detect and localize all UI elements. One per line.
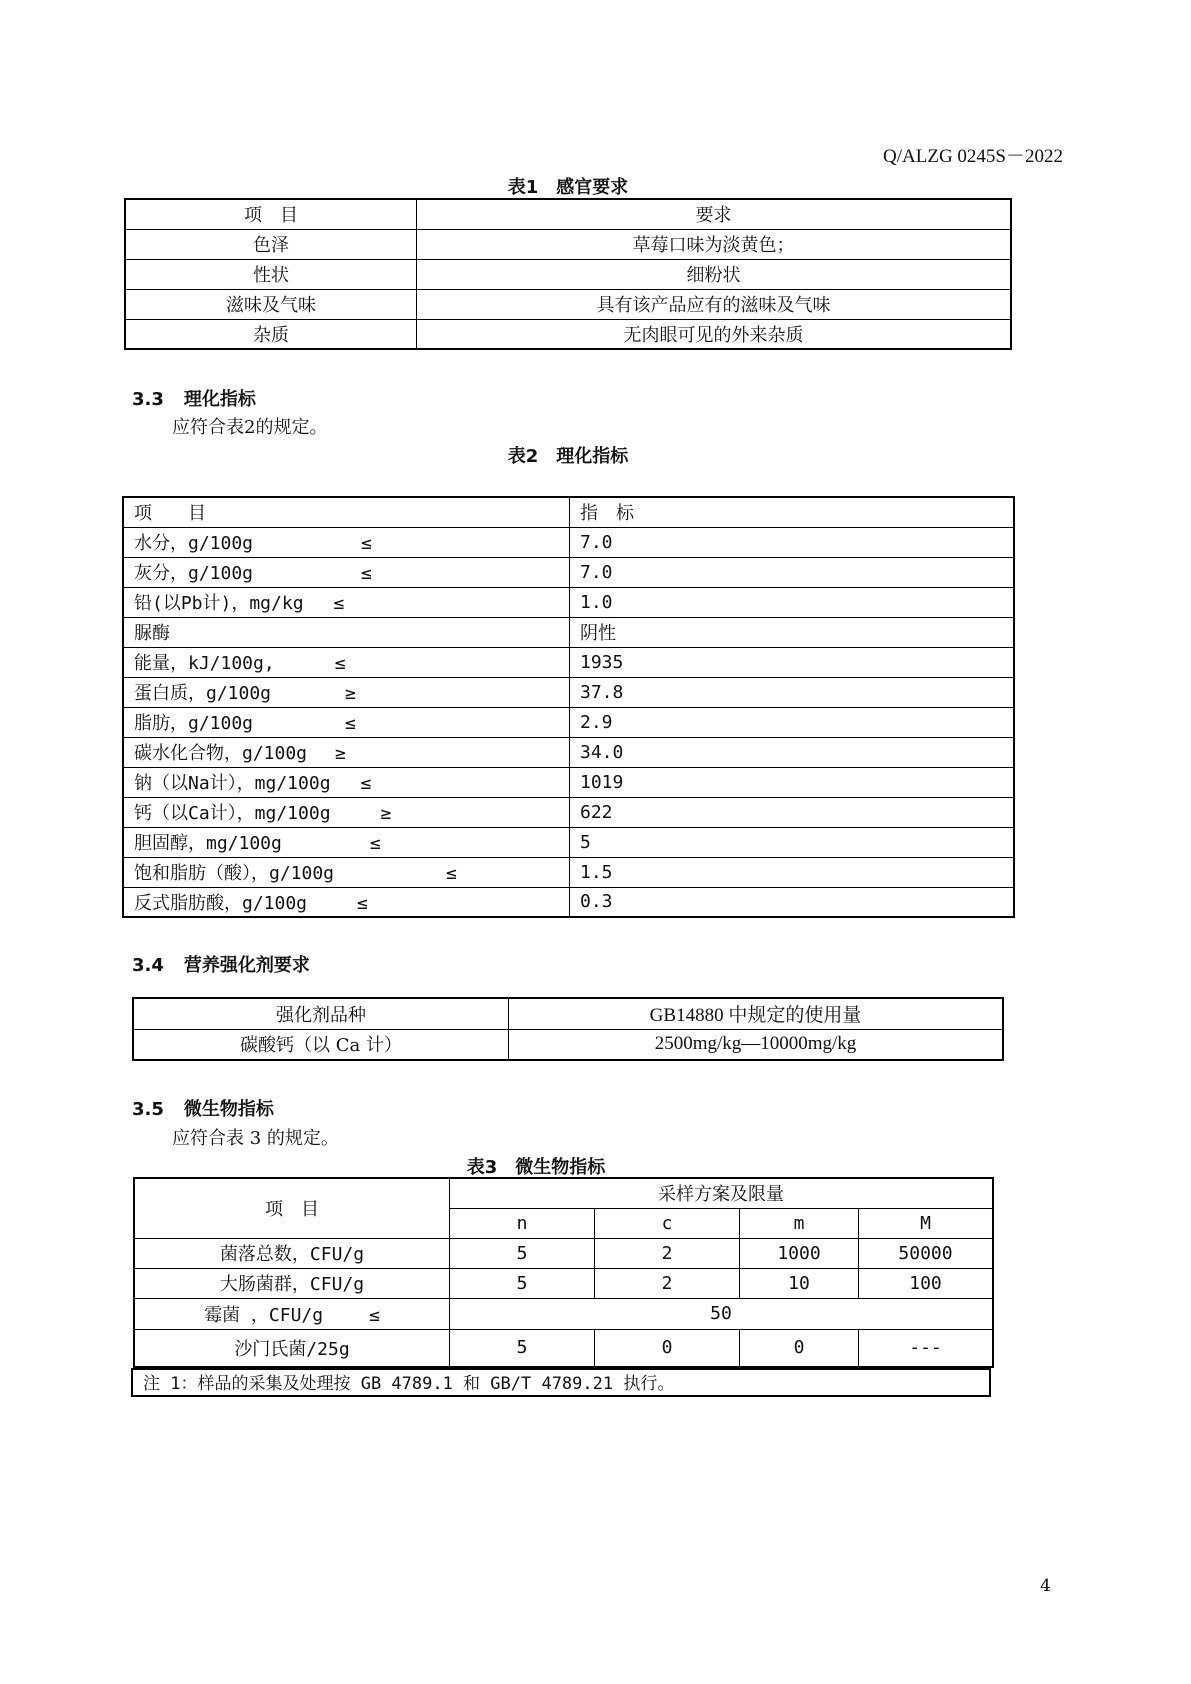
table2-value-cell: 1935 <box>570 647 1015 677</box>
section-number: 3.5 <box>132 1099 164 1120</box>
table3-head-m: m <box>740 1208 859 1238</box>
comparison-symbol: ≤ <box>369 833 381 854</box>
fortifier-dosage-cell: 2500mg/kg—10000mg/kg <box>509 1029 1004 1060</box>
table-row <box>125 259 1011 289</box>
table2-item-cell <box>123 827 570 857</box>
table1-cell: 具有该产品应有的滋味及气味 <box>417 289 1012 319</box>
section-3-4-heading <box>132 951 310 977</box>
comparison-symbol: ≤ <box>361 533 372 554</box>
table-row <box>123 677 1014 707</box>
fortifier-header-row <box>133 998 1003 1029</box>
item-label: 脲酶 <box>134 623 170 644</box>
table1-head-requirement: 要求 <box>417 199 1012 229</box>
table2-item-cell <box>123 857 570 887</box>
table-row <box>134 1268 993 1298</box>
comparison-symbol: ≤ <box>360 773 372 794</box>
item-label: 铅(以Pb计)，mg/kg <box>134 593 304 614</box>
table2-value-cell: 阴性 <box>570 617 1015 647</box>
table2-value-cell: 2.9 <box>570 707 1015 737</box>
table2-value-cell: 1.0 <box>570 587 1015 617</box>
comparison-symbol: ≤ <box>334 653 346 674</box>
table2-item-cell <box>123 797 570 827</box>
table3-merged-cell: 50 <box>450 1298 994 1329</box>
table1 <box>124 198 1012 350</box>
comparison-symbol: ≥ <box>335 743 346 764</box>
item-label: 水分，g/100g <box>134 533 254 554</box>
comparison-symbol: ≥ <box>345 683 356 704</box>
section-title: 营养强化剂要求 <box>183 955 310 976</box>
table2-head-value: 指 标 <box>570 497 1015 527</box>
item-label: 灰分，g/100g <box>134 563 254 584</box>
table1-head-item: 项 目 <box>125 199 417 229</box>
table-row <box>123 707 1014 737</box>
table3-cell: 10 <box>740 1268 859 1298</box>
table2-item-cell <box>123 767 570 797</box>
fortifier-head-dosage: GB14880 中规定的使用量 <box>509 998 1004 1029</box>
table-row <box>123 797 1014 827</box>
section-number: 3.4 <box>132 955 164 976</box>
table2-value-cell: 7.0 <box>570 527 1015 557</box>
table2-item-cell <box>123 527 570 557</box>
table3-cell: 5 <box>450 1329 595 1367</box>
table2 <box>122 496 1015 918</box>
table3-caption: 表3 微生物指标 <box>466 1157 606 1178</box>
item-label: 能量，kJ/100g, <box>134 653 275 674</box>
table-row <box>123 827 1014 857</box>
document-code: Q/ALZG 0245S－2022 <box>883 146 1063 167</box>
section-3-3-heading <box>132 385 256 411</box>
fortifier-table <box>132 997 1004 1061</box>
table3-item-cell: 菌落总数，CFU/g <box>134 1238 450 1268</box>
table-row <box>134 1298 993 1329</box>
item-label: 脂肪，g/100g <box>134 713 254 734</box>
table-row <box>123 617 1014 647</box>
section-3-5-text: 应符合表 3 的规定。 <box>172 1128 339 1149</box>
page-number: 4 <box>1040 1576 1051 1596</box>
table2-value-cell: 37.8 <box>570 677 1015 707</box>
table3 <box>133 1177 994 1368</box>
comparison-symbol: ≤ <box>345 713 356 734</box>
table-row <box>123 557 1014 587</box>
item-label: 霉菌 ，CFU/g <box>204 1304 324 1326</box>
table-row <box>125 289 1011 319</box>
table-row <box>125 319 1011 349</box>
table2-item-cell <box>123 557 570 587</box>
table3-item-cell <box>134 1298 450 1329</box>
table3-cell: 2 <box>595 1268 740 1298</box>
table2-value-cell: 1019 <box>570 767 1015 797</box>
table2-item-cell <box>123 647 570 677</box>
table-row <box>123 587 1014 617</box>
table3-head-n: n <box>450 1208 595 1238</box>
fortifier-head-variety: 强化剂品种 <box>133 998 509 1029</box>
table1-cell: 滋味及气味 <box>125 289 417 319</box>
table3-head-c: c <box>595 1208 740 1238</box>
section-3-3-text: 应符合表2的规定。 <box>172 417 328 438</box>
table2-item-cell <box>123 737 570 767</box>
table2-item-cell <box>123 677 570 707</box>
table2-value-cell: 5 <box>570 827 1015 857</box>
table-row <box>123 527 1014 557</box>
table3-item-cell: 沙门氏菌/25g <box>134 1329 450 1367</box>
table3-cell: 2 <box>595 1238 740 1268</box>
table3-note: 注 1：样品的采集及处理按 GB 4789.1 和 GB/T 4789.21 执行。 <box>131 1368 991 1397</box>
table1-cell: 性状 <box>125 259 417 289</box>
section-title: 理化指标 <box>183 389 256 410</box>
table1-cell: 色泽 <box>125 229 417 259</box>
item-label: 钠（以Na计），mg/100g <box>134 773 331 794</box>
table3-cell: 0 <box>595 1329 740 1367</box>
comparison-symbol: ≤ <box>369 1304 380 1326</box>
table3-header-row <box>134 1178 993 1208</box>
table3-head-item: 项 目 <box>134 1178 450 1238</box>
table1-cell: 杂质 <box>125 319 417 349</box>
table-row <box>133 1029 1003 1060</box>
table2-value-cell: 622 <box>570 797 1015 827</box>
comparison-symbol: ≤ <box>446 863 457 884</box>
item-label: 反式脂肪酸，g/100g <box>134 892 308 914</box>
table2-item-cell <box>123 617 570 647</box>
table-row <box>123 737 1014 767</box>
comparison-symbol: ≤ <box>333 593 345 614</box>
table3-head-plan: 采样方案及限量 <box>450 1178 994 1208</box>
section-number: 3.3 <box>132 389 164 410</box>
table2-value-cell: 0.3 <box>570 887 1015 917</box>
table3-head-M: M <box>859 1208 994 1238</box>
table2-value-cell: 1.5 <box>570 857 1015 887</box>
table-row <box>123 857 1014 887</box>
table-row <box>134 1329 993 1367</box>
table-row <box>123 767 1014 797</box>
table3-cell: 5 <box>450 1268 595 1298</box>
table2-value-cell: 34.0 <box>570 737 1015 767</box>
item-label: 钙（以Ca计），mg/100g <box>134 803 331 824</box>
table-row <box>125 229 1011 259</box>
table3-cell: 5 <box>450 1238 595 1268</box>
fortifier-variety-cell: 碳酸钙（以 Ca 计） <box>133 1029 509 1060</box>
table1-caption: 表1 感官要求 <box>507 177 629 198</box>
comparison-symbol: ≤ <box>357 892 368 914</box>
table3-cell: 100 <box>859 1268 994 1298</box>
table1-cell: 细粉状 <box>417 259 1012 289</box>
table-row <box>123 887 1014 917</box>
item-label: 碳水化合物，g/100g <box>134 743 308 764</box>
table2-item-cell <box>123 707 570 737</box>
comparison-symbol: ≥ <box>380 803 392 824</box>
table2-caption: 表2 理化指标 <box>507 446 629 467</box>
section-title: 微生物指标 <box>183 1099 274 1120</box>
table2-head-item: 项 目 <box>123 497 570 527</box>
table3-cell: 0 <box>740 1329 859 1367</box>
table-row <box>123 647 1014 677</box>
table3-item-cell: 大肠菌群，CFU/g <box>134 1268 450 1298</box>
table3-cell: 1000 <box>740 1238 859 1268</box>
section-3-5-heading <box>132 1095 274 1121</box>
table1-cell: 无肉眼可见的外来杂质 <box>417 319 1012 349</box>
item-label: 胆固醇，mg/100g <box>134 833 282 854</box>
table2-item-cell <box>123 887 570 917</box>
table-row <box>134 1238 993 1268</box>
comparison-symbol: ≤ <box>361 563 372 584</box>
table3-cell: 50000 <box>859 1238 994 1268</box>
table2-item-cell <box>123 587 570 617</box>
item-label: 饱和脂肪（酸），g/100g <box>134 863 335 884</box>
table2-value-cell: 7.0 <box>570 557 1015 587</box>
table1-header-row <box>125 199 1011 229</box>
table2-header-row <box>123 497 1014 527</box>
table3-cell: --- <box>859 1329 994 1367</box>
item-label: 蛋白质，g/100g <box>134 683 272 704</box>
table1-cell: 草莓口味为淡黄色； <box>417 229 1012 259</box>
